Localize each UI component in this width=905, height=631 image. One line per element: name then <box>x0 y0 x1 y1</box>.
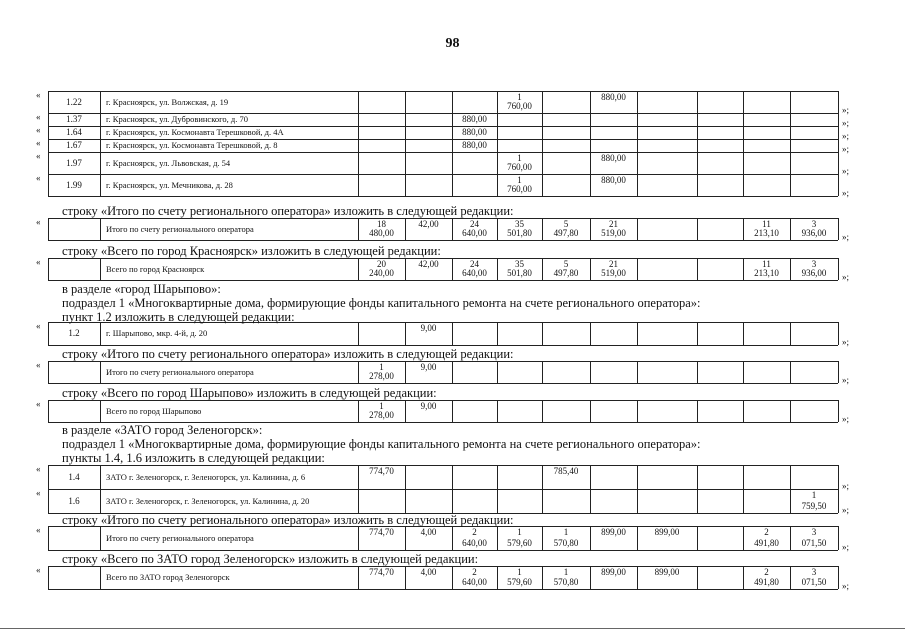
open-quote: « <box>36 112 41 122</box>
value-cell-bottom: 579,60 <box>507 538 532 548</box>
close-quote: »; <box>842 118 850 128</box>
page-number: 98 <box>445 36 460 51</box>
table-rule <box>743 566 744 589</box>
value-cell: 880,00 <box>462 114 487 124</box>
table-rule <box>48 218 49 240</box>
table-rule <box>697 361 698 383</box>
table-rule <box>697 526 698 550</box>
table-rule <box>48 400 838 401</box>
value-cell-top: 21 <box>609 259 618 269</box>
value-cell-top: 1 <box>517 527 522 537</box>
table-rule <box>48 280 838 281</box>
row-number: 1.6 <box>68 496 80 506</box>
value-cell-bottom: 579,60 <box>507 577 532 587</box>
table-rule <box>497 91 498 196</box>
instruction-text: строку «Итого по счету регионального оператора» изложить в следующей редакции: <box>62 204 514 218</box>
table-rule <box>48 196 838 197</box>
table-rule <box>590 361 591 383</box>
table-rule <box>358 526 359 550</box>
close-quote: »; <box>842 144 850 154</box>
value-cell-top: 18 <box>377 219 386 229</box>
table-rule <box>497 258 498 280</box>
table-rule <box>405 91 406 196</box>
value-cell: 774,70 <box>369 527 394 537</box>
table-rule <box>697 218 698 240</box>
row-address: г. Красноярск, ул. Львовская, д. 54 <box>106 158 231 168</box>
value-cell-top: 1 <box>811 490 817 500</box>
table-rule <box>100 465 101 513</box>
value-cell-bottom: 640,00 <box>462 577 487 587</box>
row-address: Итого по счету регионального оператора <box>106 533 254 543</box>
value-cell-top: 3 <box>811 259 817 269</box>
row-number: 1.99 <box>66 180 82 190</box>
value-cell-top: 1 <box>517 92 522 102</box>
open-quote: « <box>36 525 41 535</box>
value-cell-top: 2 <box>764 567 769 577</box>
value-cell: 4,00 <box>420 567 437 577</box>
value-cell-bottom: 497,80 <box>553 228 579 238</box>
table-rule <box>590 566 591 589</box>
table-rule <box>100 322 101 345</box>
row-address: ЗАТО г. Зеленогорск, г. Зеленогорск, ул. Калинина, д. 20 <box>106 496 310 506</box>
table-rule <box>452 322 453 345</box>
value-cell-bottom: 497,80 <box>553 268 579 278</box>
table-rule <box>497 400 498 422</box>
instruction-text: подраздел 1 «Многоквартирные дома, формирующие фонды капитального ремонта на счете регионального оператора»: <box>62 296 701 310</box>
table-rule <box>405 361 406 383</box>
table-rule <box>838 526 839 550</box>
table-rule <box>637 322 638 345</box>
row-address: г. Красноярск, ул. Мечникова, д. 28 <box>106 180 233 190</box>
table-rule <box>358 322 359 345</box>
table-rule <box>790 258 791 280</box>
value-cell-bottom: 491,80 <box>754 538 779 548</box>
value-cell: 42,00 <box>418 219 439 229</box>
table-rule <box>48 526 49 550</box>
close-quote: »; <box>842 166 850 176</box>
value-cell: 774,70 <box>369 567 394 577</box>
value-cell-bottom: 213,10 <box>754 228 779 238</box>
value-cell: 880,00 <box>601 153 626 163</box>
value-cell-bottom: 501,80 <box>507 228 532 238</box>
open-quote: « <box>36 173 41 183</box>
close-quote: »; <box>842 542 850 552</box>
row-address: Итого по счету регионального оператора <box>106 367 254 377</box>
open-quote: « <box>36 488 41 498</box>
open-quote: « <box>36 138 41 148</box>
table-rule <box>452 526 453 550</box>
table-rule <box>838 465 839 513</box>
table-rule <box>48 322 49 345</box>
table-rule <box>405 526 406 550</box>
table-rule <box>48 566 838 567</box>
instruction-text: в разделе «город Шарыпово»: <box>62 282 221 296</box>
value-cell: 9,00 <box>420 401 437 411</box>
close-quote: »; <box>842 581 850 591</box>
open-quote: « <box>36 399 41 409</box>
table-rule <box>48 566 49 589</box>
value-cell-top: 11 <box>762 259 771 269</box>
close-quote: »; <box>842 105 850 115</box>
table-rule <box>100 258 101 280</box>
table-rule <box>405 322 406 345</box>
value-cell-top: 20 <box>377 259 386 269</box>
table-rule <box>358 400 359 422</box>
row-number: 1.97 <box>66 158 82 168</box>
table-rule <box>48 240 838 241</box>
value-cell-top: 21 <box>609 219 618 229</box>
close-quote: »; <box>842 232 850 242</box>
value-cell-bottom: 760,00 <box>507 184 532 194</box>
value-cell-top: 2 <box>764 527 769 537</box>
open-quote: « <box>36 464 41 474</box>
table-rule <box>48 91 49 196</box>
row-address: г. Красноярск, ул. Дубровинского, д. 70 <box>106 114 249 124</box>
value-cell: 899,00 <box>601 527 626 537</box>
table-rule <box>358 258 359 280</box>
table-rule <box>48 465 838 466</box>
table-rule <box>100 91 101 196</box>
table-rule <box>405 465 406 513</box>
table-rule <box>838 218 839 240</box>
value-cell: 9,00 <box>420 323 437 333</box>
table-rule <box>497 218 498 240</box>
value-cell-bottom: 501,80 <box>507 268 532 278</box>
table-rule <box>497 566 498 589</box>
close-quote: »; <box>842 131 850 141</box>
open-quote: « <box>36 125 41 135</box>
table-rule <box>790 322 791 345</box>
row-number: 1.64 <box>66 127 82 137</box>
table-rule <box>452 361 453 383</box>
close-quote: »; <box>842 414 850 424</box>
table-rule <box>358 361 359 383</box>
table-rule <box>590 526 591 550</box>
instruction-text: строку «Итого по счету регионального оператора» изложить в следующей редакции: <box>62 347 514 361</box>
value-cell-bottom: 071,50 <box>801 538 827 548</box>
table-rule <box>697 322 698 345</box>
table-rule <box>452 258 453 280</box>
value-cell-bottom: 936,00 <box>801 228 827 238</box>
row-number: 1.67 <box>66 140 82 150</box>
value-cell-top: 2 <box>472 527 477 537</box>
table-rule <box>590 218 591 240</box>
value-cell-bottom: 519,00 <box>601 268 626 278</box>
table-rule <box>452 400 453 422</box>
row-number: 1.22 <box>66 97 82 107</box>
open-quote: « <box>36 321 41 331</box>
value-cell: 880,00 <box>601 92 626 102</box>
table-rule <box>100 361 101 383</box>
value-cell-bottom: 278,00 <box>369 410 394 420</box>
table-rule <box>838 566 839 589</box>
table-rule <box>358 465 359 513</box>
table-rule <box>542 258 543 280</box>
row-address: г. Красноярск, ул. Волжская, д. 19 <box>106 97 229 107</box>
instruction-text: пункт 1.2 изложить в следующей редакции: <box>62 310 295 324</box>
table-rule <box>405 400 406 422</box>
table-rule <box>697 258 698 280</box>
table-rule <box>590 400 591 422</box>
table-rule <box>743 218 744 240</box>
table-rule <box>697 400 698 422</box>
table-rule <box>590 322 591 345</box>
table-rule <box>48 218 838 219</box>
value-cell-top: 5 <box>563 219 569 229</box>
table-rule <box>100 526 101 550</box>
value-cell-top: 1 <box>379 401 384 411</box>
table-rule <box>590 91 591 196</box>
table-rule <box>790 566 791 589</box>
table-rule <box>48 489 838 490</box>
value-cell-top: 24 <box>470 259 479 269</box>
value-cell-top: 3 <box>811 567 817 577</box>
table-rule <box>48 152 838 153</box>
table-rule <box>838 258 839 280</box>
table-rule <box>48 400 49 422</box>
value-cell-bottom: 640,00 <box>462 538 487 548</box>
table-rule <box>452 465 453 513</box>
table-rule <box>790 361 791 383</box>
table-rule <box>637 218 638 240</box>
instruction-text: строку «Всего по город Красноярск» изложить в следующей редакции: <box>62 244 441 258</box>
table-rule <box>743 322 744 345</box>
table-rule <box>743 526 744 550</box>
table-rule <box>358 91 359 196</box>
value-cell-top: 35 <box>515 219 524 229</box>
row-address: ЗАТО г. Зеленогорск, г. Зеленогорск, ул. Калинина, д. 6 <box>106 472 306 482</box>
value-cell: 899,00 <box>601 567 626 577</box>
table-rule <box>590 258 591 280</box>
value-cell: 774,70 <box>369 466 394 476</box>
value-cell-bottom: 519,00 <box>601 228 626 238</box>
table-rule <box>697 566 698 589</box>
row-number: 1.2 <box>68 328 80 338</box>
value-cell: 880,00 <box>462 127 487 137</box>
value-cell: 899,00 <box>654 527 680 537</box>
table-rule <box>838 91 839 196</box>
row-number: 1.37 <box>66 114 82 124</box>
table-rule <box>497 361 498 383</box>
table-rule <box>405 258 406 280</box>
instruction-text: подраздел 1 «Многоквартирные дома, формирующие фонды капитального ремонта на счете регионального оператора»: <box>62 437 701 451</box>
table-rule <box>838 400 839 422</box>
close-quote: »; <box>842 337 850 347</box>
value-cell-bottom: 491,80 <box>754 577 779 587</box>
row-address: г. Красноярск, ул. Космонавта Терешковой, д. 4А <box>106 127 284 137</box>
value-cell-bottom: 759,50 <box>801 501 827 511</box>
table-rule <box>497 526 498 550</box>
table-rule <box>542 361 543 383</box>
value-cell-bottom: 570,80 <box>553 538 579 548</box>
table-rule <box>542 566 543 589</box>
value-cell-top: 24 <box>470 219 479 229</box>
instruction-text: строку «Всего по город Шарыпово» изложить в следующей редакции: <box>62 386 437 400</box>
table-rule <box>637 361 638 383</box>
table-rule <box>542 465 543 513</box>
row-number: 1.4 <box>68 472 80 482</box>
value-cell-top: 2 <box>472 567 477 577</box>
table-rule <box>48 465 49 513</box>
table-rule <box>48 345 838 346</box>
table-rule <box>590 465 591 513</box>
value-cell-top: 3 <box>811 527 817 537</box>
table-rule <box>542 218 543 240</box>
table-rule <box>790 218 791 240</box>
table-rule <box>48 589 838 590</box>
open-quote: « <box>36 257 41 267</box>
value-cell-top: 1 <box>517 175 522 185</box>
value-cell: 4,00 <box>420 527 437 537</box>
value-cell-bottom: 760,00 <box>507 162 532 172</box>
table-rule <box>743 91 744 196</box>
value-cell-bottom: 071,50 <box>801 577 827 587</box>
value-cell-top: 1 <box>517 153 522 163</box>
table-rule <box>48 258 838 259</box>
table-rule <box>48 174 838 175</box>
row-address: г. Красноярск, ул. Космонавта Терешковой, д. 8 <box>106 140 278 150</box>
table-rule <box>100 400 101 422</box>
table-rule <box>542 91 543 196</box>
value-cell-top: 3 <box>811 219 817 229</box>
row-address: Всего по город Красноярск <box>106 264 205 274</box>
close-quote: »; <box>842 375 850 385</box>
table-rule <box>790 465 791 513</box>
value-cell-top: 1 <box>517 567 522 577</box>
table-rule <box>637 400 638 422</box>
open-quote: « <box>36 90 41 100</box>
table-rule <box>48 91 838 92</box>
value-cell-top: 11 <box>762 219 771 229</box>
table-rule <box>48 361 838 362</box>
close-quote: »; <box>842 481 850 491</box>
table-rule <box>790 91 791 196</box>
table-rule <box>405 218 406 240</box>
row-address: Всего по город Шарыпово <box>106 406 202 416</box>
value-cell-top: 5 <box>563 259 569 269</box>
open-quote: « <box>36 217 41 227</box>
table-rule <box>358 218 359 240</box>
close-quote: »; <box>842 272 850 282</box>
value-cell-bottom: 640,00 <box>462 228 487 238</box>
value-cell-bottom: 570,80 <box>553 577 579 587</box>
value-cell: 880,00 <box>601 175 626 185</box>
row-address: Итого по счету регионального оператора <box>106 224 254 234</box>
value-cell: 785,40 <box>553 466 579 476</box>
value-cell-bottom: 278,00 <box>369 371 394 381</box>
table-rule <box>452 566 453 589</box>
value-cell: 9,00 <box>420 362 437 372</box>
value-cell-bottom: 640,00 <box>462 268 487 278</box>
table-rule <box>838 322 839 345</box>
page-bottom-edge <box>0 628 905 629</box>
table-rule <box>452 218 453 240</box>
table-rule <box>637 465 638 513</box>
value-cell-bottom: 213,10 <box>754 268 779 278</box>
value-cell: 899,00 <box>654 567 680 577</box>
instruction-text: строку «Всего по ЗАТО город Зеленогорск» изложить в следующей редакции: <box>62 552 479 566</box>
table-rule <box>452 91 453 196</box>
table-rule <box>743 258 744 280</box>
row-address: Всего по ЗАТО город Зеленогорск <box>106 572 230 582</box>
value-cell-bottom: 936,00 <box>801 268 827 278</box>
table-rule <box>48 383 838 384</box>
table-rule <box>542 526 543 550</box>
value-cell-bottom: 480,00 <box>369 228 394 238</box>
table-rule <box>790 526 791 550</box>
close-quote: »; <box>842 188 850 198</box>
table-rule <box>48 361 49 383</box>
close-quote: »; <box>842 505 850 515</box>
table-rule <box>637 566 638 589</box>
value-cell-top: 1 <box>379 362 384 372</box>
instruction-text: строку «Итого по счету регионального оператора» изложить в следующей редакции: <box>62 513 514 527</box>
table-rule <box>100 566 101 589</box>
open-quote: « <box>36 151 41 161</box>
table-rule <box>542 322 543 345</box>
table-rule <box>790 400 791 422</box>
value-cell: 880,00 <box>462 140 487 150</box>
open-quote: « <box>36 360 41 370</box>
table-rule <box>637 91 638 196</box>
open-quote: « <box>36 565 41 575</box>
table-rule <box>48 550 838 551</box>
table-rule <box>48 258 49 280</box>
value-cell-top: 1 <box>563 527 569 537</box>
table-rule <box>743 400 744 422</box>
value-cell-top: 35 <box>515 259 524 269</box>
value-cell: 42,00 <box>418 259 439 269</box>
value-cell-bottom: 240,00 <box>369 268 394 278</box>
table-rule <box>743 361 744 383</box>
value-cell-bottom: 760,00 <box>507 101 532 111</box>
row-address: г. Шарыпово, мкр. 4-й, д. 20 <box>106 328 208 338</box>
table-rule <box>100 218 101 240</box>
instruction-text: пункты 1.4, 1.6 изложить в следующей редакции: <box>62 451 325 465</box>
table-rule <box>497 465 498 513</box>
table-rule <box>637 526 638 550</box>
table-rule <box>697 91 698 196</box>
table-rule <box>542 400 543 422</box>
instruction-text: в разделе «ЗАТО город Зеленогорск»: <box>62 423 263 437</box>
table-rule <box>637 258 638 280</box>
table-rule <box>358 566 359 589</box>
table-rule <box>497 322 498 345</box>
value-cell-top: 1 <box>563 567 569 577</box>
table-rule <box>405 566 406 589</box>
table-rule <box>743 465 744 513</box>
table-rule <box>697 465 698 513</box>
table-rule <box>838 361 839 383</box>
